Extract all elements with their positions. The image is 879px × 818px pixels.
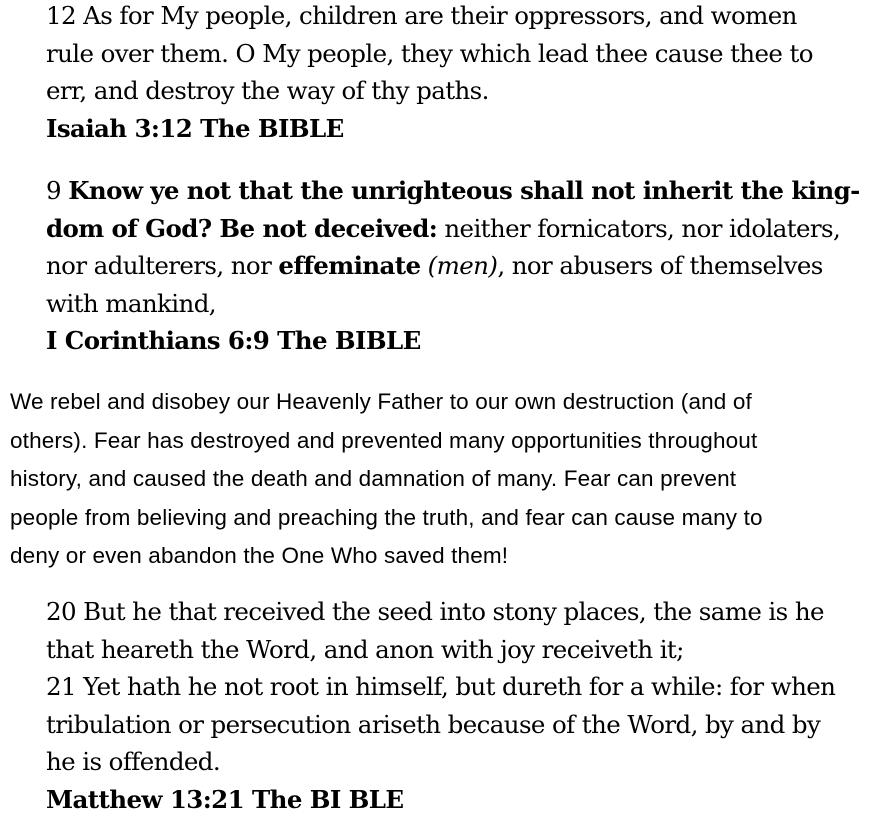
paragraph-line: deny or even abandon the One Who saved them! (10, 537, 763, 576)
emphasized-text: dom of God? Be not deceived: (46, 214, 437, 243)
verse-line: with mankind, (46, 285, 860, 323)
verse-text: neither fornicators, nor idolaters, (437, 214, 840, 243)
verse-line: he is offended. (46, 743, 835, 781)
paragraph-line: people from believing and preaching the truth, and fear can cause many to (10, 499, 763, 538)
verse-line: 12 As for My people, children are their oppressors, and women (46, 0, 813, 35)
verse-line: that heareth the Word, and anon with joy receiveth it; (46, 631, 835, 669)
verse-text: nor adulterers, nor (46, 251, 278, 280)
verse-text (420, 251, 427, 280)
verse-text: , nor abusers of themselves (497, 251, 822, 280)
verse-line: tribulation or persecution ariseth because of the Word, by and by (46, 706, 835, 744)
commentary-paragraph (10, 383, 763, 576)
emphasized-text: Know ye not that the unrighteous shall not inherit the king- (68, 176, 860, 205)
emphasized-word: effeminate (278, 251, 420, 280)
verse-line: rule over them. O My people, they which lead thee cause thee to (46, 35, 813, 73)
verse-line: err, and destroy the way of thy paths. (46, 72, 813, 110)
paragraph-line: history, and caused the death and damnation of many. Fear can prevent (10, 460, 763, 499)
corinthians-passage (46, 172, 860, 360)
verse-reference: Isaiah 3:12 The BIBLE (46, 110, 813, 148)
matthew-passage (46, 593, 835, 818)
verse-reference: I Corinthians 6:9 The BIBLE (46, 322, 860, 360)
verse-reference: Matthew 13:21 The BI BLE (46, 781, 835, 818)
verse-number: 9 (46, 176, 68, 205)
isaiah-passage (46, 0, 813, 147)
verse-line (46, 247, 860, 285)
verse-line (46, 172, 860, 210)
italic-word: (men) (428, 251, 498, 280)
verse-line: 21 Yet hath he not root in himself, but dureth for a while: for when (46, 668, 835, 706)
verse-line: 20 But he that received the seed into stony places, the same is he (46, 593, 835, 631)
verse-line (46, 210, 860, 248)
paragraph-line: We rebel and disobey our Heavenly Father to our own destruction (and of (10, 383, 763, 422)
paragraph-line: others). Fear has destroyed and prevented many opportunities throughout (10, 422, 763, 461)
